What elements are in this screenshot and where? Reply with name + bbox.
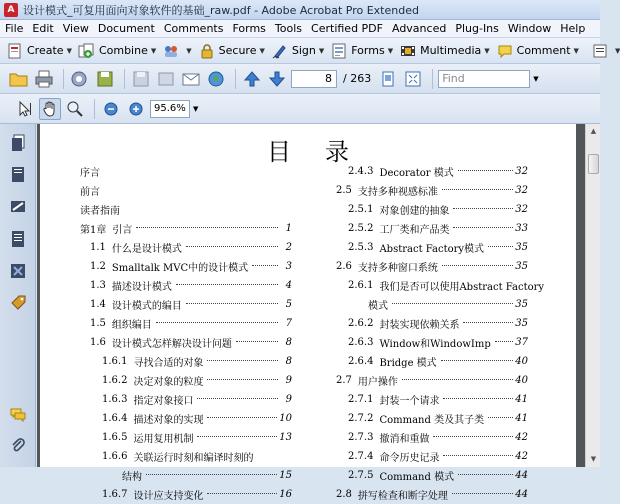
- toc-entry-number: 2.6.1: [348, 280, 374, 291]
- forms-label: Forms: [351, 44, 385, 57]
- toolbar-separator: [235, 69, 236, 89]
- toc-entry-title: Bridge 模式: [379, 358, 437, 369]
- toc-entry-title: 序言: [80, 168, 100, 179]
- toc-entry-page: 32: [515, 185, 528, 196]
- comment-label: Comment: [516, 44, 571, 57]
- toc-entry[interactable]: [326, 371, 528, 390]
- toc-entry-page: 5: [285, 299, 292, 310]
- toc-entry-title: 封装实现依赖关系: [379, 320, 460, 331]
- combine-button[interactable]: [78, 40, 156, 62]
- toc-entry-number: 1.6.7: [102, 489, 128, 500]
- toc-entry-number: 2.7.5: [348, 470, 374, 481]
- zoom-out-icon[interactable]: [100, 98, 122, 120]
- secure-button[interactable]: [198, 40, 265, 62]
- toc-entry-title: 我们是否可以使用Abstract Factory: [379, 282, 545, 293]
- toc-entry-number: 2.4.3: [348, 166, 374, 177]
- toc-leader-dots: [156, 322, 278, 323]
- toc-entry-title: 描述对象的实现: [133, 415, 204, 426]
- toc-entry-page: 1: [285, 223, 292, 234]
- toc-entry-number: 2.5.1: [348, 204, 374, 215]
- toc-entry-number: 2.7.2: [348, 413, 374, 424]
- toc-entry[interactable]: [326, 485, 528, 504]
- toc-entry[interactable]: [80, 352, 292, 371]
- toc-entry-number: 1.5: [90, 318, 106, 329]
- chevron-down-icon: ▼: [614, 46, 620, 55]
- toc-entry-page: 15: [279, 470, 292, 481]
- toc-entry-title: 支持多种视感标准: [357, 187, 438, 198]
- toc-entry-page: 10: [279, 413, 292, 424]
- next-page-arrow-icon[interactable]: [266, 68, 288, 90]
- toc-entry-title: 工厂类和产品类: [379, 225, 450, 236]
- toc-entry-page: 41: [515, 413, 528, 424]
- menu-certified-pdf[interactable]: Certified PDF: [311, 22, 383, 35]
- pages-panel-icon[interactable]: [9, 134, 27, 152]
- menu-document[interactable]: Document: [97, 22, 155, 35]
- toc-leader-dots: [207, 379, 278, 380]
- toc-leader-dots: [392, 303, 513, 304]
- toc-leader-dots: [207, 360, 278, 361]
- comments-panel-icon[interactable]: [9, 406, 27, 424]
- toc-entry-title: 设计模式的编目: [111, 301, 182, 312]
- toc-entry-title: 用户操作: [357, 377, 398, 388]
- toc-entry-number: 1.1: [90, 242, 106, 253]
- acrobat-app-icon[interactable]: A: [4, 3, 18, 17]
- toc-entry[interactable]: [80, 162, 292, 181]
- toc-entry[interactable]: [80, 200, 292, 219]
- open-folder-icon[interactable]: [8, 68, 30, 90]
- forms-button[interactable]: [330, 40, 393, 62]
- toc-leader-dots: [207, 417, 277, 418]
- toc-entry-number: 2.7: [336, 375, 352, 386]
- toc-entry[interactable]: [80, 485, 292, 504]
- toc-entry[interactable]: [326, 314, 528, 333]
- toc-leader-dots: [197, 436, 277, 437]
- toc-entry[interactable]: [326, 390, 528, 409]
- toc-entry-number: 2.5: [336, 185, 352, 196]
- menu-tools[interactable]: Tools: [274, 22, 303, 35]
- toc-entry-title: Abstract Factory模式: [379, 244, 485, 255]
- toc-entry[interactable]: [326, 276, 545, 295]
- paperclip-icon[interactable]: [9, 436, 27, 454]
- toc-entry-title: 设计应支持变化: [133, 491, 204, 502]
- toc-entry-title: 引言: [112, 225, 133, 236]
- toc-leader-dots: [458, 170, 514, 171]
- save-icon[interactable]: [130, 68, 152, 90]
- toc-entry-title: Decorator 模式: [379, 168, 454, 179]
- toc-entry-number: 1.4: [90, 299, 106, 310]
- toc-entry[interactable]: [80, 409, 292, 428]
- toc-entry[interactable]: [80, 219, 292, 238]
- toolbar-separator: [432, 69, 433, 89]
- toc-entry[interactable]: [80, 238, 292, 257]
- toc-entry-page: 7: [285, 318, 292, 329]
- toc-entry-number: 2.8: [336, 489, 352, 500]
- signatures-panel-icon[interactable]: [9, 198, 27, 216]
- toc-entry-number: 1.6.2: [102, 375, 128, 386]
- menu-window[interactable]: Window: [507, 22, 552, 35]
- toc-leader-dots: [453, 208, 513, 209]
- bookmarks-panel-icon[interactable]: [9, 166, 27, 184]
- toc-entry[interactable]: [326, 181, 528, 200]
- toc-entry-page: 35: [515, 299, 528, 310]
- toc-entry-page: 32: [515, 204, 528, 215]
- menu-comments[interactable]: Comments: [163, 22, 224, 35]
- toc-leader-dots: [442, 265, 513, 266]
- toc-entry-page: 42: [515, 432, 528, 443]
- chevron-down-icon: ▼: [484, 46, 490, 55]
- toc-entry[interactable]: [80, 466, 292, 485]
- toc-leader-dots: [136, 227, 278, 228]
- toc-entry-title: 决定对象的粒度: [133, 377, 204, 388]
- toc-entry-number: 2.7.1: [348, 394, 374, 405]
- toc-entry[interactable]: [326, 238, 528, 257]
- toc-entry[interactable]: [326, 352, 528, 371]
- toc-entry-number: 2.5.2: [348, 223, 374, 234]
- model-tree-icon[interactable]: [9, 262, 27, 280]
- toc-entry[interactable]: [80, 276, 292, 295]
- toc-leader-dots: [186, 246, 278, 247]
- find-input[interactable]: Find: [438, 70, 530, 88]
- secure-label: Secure: [218, 44, 257, 57]
- toc-leader-dots: [402, 379, 513, 380]
- toc-leader-dots: [197, 398, 278, 399]
- full-screen-icon[interactable]: [402, 68, 424, 90]
- toc-leader-dots: [441, 360, 514, 361]
- lock-icon: [198, 42, 216, 60]
- vertical-scrollbar[interactable]: [585, 124, 600, 467]
- toc-entry-title: 命令历史记录: [379, 453, 440, 464]
- toc-entry-number: 1.3: [90, 280, 106, 291]
- toc-entry-page: 35: [515, 318, 528, 329]
- menu-advanced[interactable]: Advanced: [391, 22, 447, 35]
- toc-entry-title: 前言: [80, 187, 100, 198]
- toc-leader-dots: [488, 246, 513, 247]
- chevron-down-icon: ▼: [259, 46, 265, 55]
- create-button[interactable]: [6, 40, 72, 62]
- share-button[interactable]: [162, 40, 191, 62]
- previous-page-arrow-icon[interactable]: [241, 68, 263, 90]
- toc-entry-page: 3: [285, 261, 292, 272]
- scroll-up-arrow-icon[interactable]: ▲: [590, 127, 597, 135]
- toc-entry[interactable]: [326, 409, 528, 428]
- web-globe-icon[interactable]: [205, 68, 227, 90]
- toc-leader-dots: [443, 398, 513, 399]
- toc-entry-number: 2.6.3: [348, 337, 374, 348]
- toc-entry-number: 2.6.4: [348, 356, 374, 367]
- title-bar: [0, 0, 600, 20]
- toc-entry[interactable]: [80, 371, 292, 390]
- toc-entry-page: 35: [515, 242, 528, 253]
- toc-entry[interactable]: [326, 162, 528, 181]
- toc-entry-title: Window和WindowImp: [379, 339, 491, 350]
- scroll-down-arrow-icon[interactable]: ▼: [590, 455, 597, 463]
- save-disk-icon[interactable]: [94, 68, 116, 90]
- toc-entry[interactable]: [80, 257, 292, 276]
- toc-entry-page: 8: [285, 337, 292, 348]
- toc-heading: 目录: [267, 138, 383, 166]
- toc-entry-title: Command 类及其子类: [379, 415, 485, 426]
- toc-entry-page: 35: [515, 261, 528, 272]
- create-pdf-icon: [6, 42, 24, 60]
- toc-entry-title: 描述设计模式: [111, 282, 172, 293]
- toc-entry-page: 9: [285, 375, 292, 386]
- toc-leader-dots: [186, 303, 278, 304]
- toc-entry-title: 关联运行时刻和编译时刻的: [133, 453, 254, 464]
- tag-icon[interactable]: [9, 294, 27, 312]
- toc-entry-number: 1.6.5: [102, 432, 128, 443]
- pen-sign-icon: [271, 42, 289, 60]
- toc-leader-dots: [443, 455, 513, 456]
- toc-entry[interactable]: [326, 333, 528, 352]
- toc-leader-dots: [458, 474, 513, 475]
- print-icon[interactable]: [33, 68, 55, 90]
- menu-plug-ins[interactable]: Plug-Ins: [455, 22, 499, 35]
- toc-entry-number: 1.6.3: [102, 394, 128, 405]
- attachments-document-icon[interactable]: [9, 230, 27, 248]
- toc-entry-title: 什么是设计模式: [111, 244, 182, 255]
- pdf-page: [40, 124, 576, 502]
- toc-entry-title: 拼写检查和断字处理: [357, 491, 448, 502]
- comment-button[interactable]: [496, 40, 579, 62]
- toc-entry-title: 运用复用机制: [133, 434, 194, 445]
- tasks-toolbar: [0, 38, 620, 64]
- multimedia-button[interactable]: [399, 40, 490, 62]
- toc-entry-number: 1.6.6: [102, 451, 128, 462]
- document-viewport[interactable]: [37, 124, 585, 502]
- toc-entry-title: 组织编目: [111, 320, 152, 331]
- toc-entry-number: 2.6.2: [348, 318, 374, 329]
- multimedia-label: Multimedia: [420, 44, 482, 57]
- menu-file[interactable]: File: [5, 22, 24, 35]
- toc-entry-page: 33: [515, 223, 528, 234]
- toc-left-column: [80, 162, 292, 504]
- toc-entry-page: 8: [285, 356, 292, 367]
- page-layout-icon: [591, 42, 609, 60]
- toc-leader-dots: [207, 493, 277, 494]
- toc-entry-title: 支持多种窗口系统: [357, 263, 438, 274]
- toc-entry[interactable]: [326, 219, 528, 238]
- comment-bubble-icon: [496, 42, 514, 60]
- toc-entry-page: 37: [515, 337, 528, 348]
- main-toolbar: [0, 64, 600, 94]
- chevron-down-icon: ▼: [573, 46, 579, 55]
- multimedia-icon: [399, 42, 417, 60]
- toc-entry-title: Smalltalk MVC中的设计模式: [111, 263, 249, 274]
- toc-leader-dots: [433, 436, 513, 437]
- toc-entry-title: 封装一个请求: [379, 396, 440, 407]
- toc-entry-number: 2.7.4: [348, 451, 374, 462]
- toc-entry-page: 40: [515, 375, 528, 386]
- toc-entry[interactable]: [326, 447, 528, 466]
- toc-entry-number: 1.6.1: [102, 356, 128, 367]
- fit-page-icon[interactable]: [377, 68, 399, 90]
- toc-leader-dots: [488, 417, 513, 418]
- toc-entry[interactable]: [80, 428, 292, 447]
- toc-leader-dots: [495, 341, 514, 342]
- toc-entry[interactable]: [326, 200, 528, 219]
- toolbar-separator: [124, 69, 125, 89]
- toc-entry-page: 4: [285, 280, 292, 291]
- toc-leader-dots: [146, 474, 277, 475]
- toc-entry-title: 撤消和重做: [379, 434, 430, 445]
- create-label: Create: [27, 44, 64, 57]
- zoom-toolbar: [0, 94, 600, 124]
- page-number-input[interactable]: 8: [291, 70, 337, 88]
- zoom-in-icon[interactable]: [125, 98, 147, 120]
- toc-entry[interactable]: [80, 295, 292, 314]
- toc-entry-title: 模式: [368, 301, 388, 312]
- scrollbar-thumb[interactable]: [588, 154, 599, 174]
- hand-tool-icon[interactable]: [39, 98, 61, 120]
- toc-entry-number: 1.6: [90, 337, 106, 348]
- navigation-panel: [0, 124, 36, 467]
- zoom-level-input[interactable]: 95.6%: [150, 100, 190, 118]
- toolbar-separator: [94, 99, 95, 119]
- toc-entry-number: 第1章: [80, 225, 107, 236]
- toc-entry-page: 44: [515, 489, 528, 500]
- toc-leader-dots: [176, 284, 278, 285]
- toc-entry-page: 32: [515, 166, 528, 177]
- toc-leader-dots: [452, 493, 513, 494]
- toc-entry-title: 设计模式怎样解决设计问题: [111, 339, 232, 350]
- toc-entry[interactable]: [326, 257, 528, 276]
- toc-entry-page: 42: [515, 451, 528, 462]
- toc-entry-number: 2.5.3: [348, 242, 374, 253]
- print-preview-icon[interactable]: [155, 68, 177, 90]
- form-icon: [330, 42, 348, 60]
- combine-files-icon: [78, 42, 96, 60]
- chevron-down-icon: ▼: [66, 46, 72, 55]
- toc-entry-title: 指定对象接口: [133, 396, 194, 407]
- toc-entry-title: 寻找合适的对象: [133, 358, 204, 369]
- toc-leader-dots: [442, 189, 513, 190]
- share-icon: [162, 42, 180, 60]
- toc-entry[interactable]: [326, 466, 528, 485]
- toc-entry-number: 1.2: [90, 261, 106, 272]
- menu-edit[interactable]: Edit: [32, 22, 54, 35]
- toc-leader-dots: [463, 322, 513, 323]
- chevron-down-icon: ▼: [186, 46, 192, 55]
- toc-entry[interactable]: [80, 181, 292, 200]
- toc-entry[interactable]: [80, 390, 292, 409]
- toc-entry-page: 2: [285, 242, 292, 253]
- toc-entry[interactable]: [80, 314, 292, 333]
- chevron-down-icon: ▼: [387, 46, 394, 55]
- menu-help[interactable]: Help: [560, 22, 586, 35]
- menu-forms[interactable]: Forms: [232, 22, 266, 35]
- zoom-dropdown-chevron-icon[interactable]: ▼: [193, 104, 199, 113]
- marquee-zoom-icon[interactable]: [64, 98, 86, 120]
- toc-entry-page: 44: [515, 470, 528, 481]
- toc-leader-dots: [236, 341, 278, 342]
- select-text-cursor-icon[interactable]: [14, 98, 36, 120]
- toc-entry[interactable]: [80, 333, 292, 352]
- toc-leader-dots: [252, 265, 278, 266]
- toc-entry-title: 结构: [122, 472, 142, 483]
- toc-entry-number: 2.7.3: [348, 432, 374, 443]
- toc-entry-page: 40: [515, 356, 528, 367]
- toc-entry-title: 对象创建的抽象: [379, 206, 450, 217]
- toc-entry-title: 读者指南: [80, 206, 120, 217]
- menu-bar: [0, 20, 600, 38]
- toc-entry[interactable]: [80, 447, 292, 466]
- sign-button[interactable]: [271, 40, 324, 62]
- toc-right-column: [326, 162, 545, 504]
- toc-leader-dots: [453, 227, 513, 228]
- toc-entry[interactable]: [326, 428, 528, 447]
- toc-entry-page: 13: [279, 432, 292, 443]
- chevron-down-icon: ▼: [150, 46, 157, 55]
- toc-entry-number: 1.6.4: [102, 413, 128, 424]
- toc-entry-title: Command 模式: [379, 472, 455, 483]
- toolbar-separator: [63, 69, 64, 89]
- toc-entry-page: 16: [279, 489, 292, 500]
- toc-entry[interactable]: [326, 295, 528, 314]
- combine-label: Combine: [98, 44, 148, 57]
- email-icon[interactable]: [69, 68, 91, 90]
- layout-options-button[interactable]: [591, 40, 620, 62]
- toc-entry-number: 2.6: [336, 261, 352, 272]
- window-title: 设计模式_可复用面向对象软件的基础_raw.pdf - Adobe Acrobat Pro Extended: [23, 3, 419, 17]
- chevron-down-icon: ▼: [318, 46, 325, 55]
- find-dropdown-chevron-icon[interactable]: ▼: [533, 74, 539, 83]
- page-total-label: / 263: [343, 72, 372, 85]
- sign-label: Sign: [291, 44, 316, 57]
- toc-entry-page: 9: [285, 394, 292, 405]
- toc-entry-page: 41: [515, 394, 528, 405]
- menu-view[interactable]: View: [62, 22, 89, 35]
- email-envelope-icon[interactable]: [180, 68, 202, 90]
